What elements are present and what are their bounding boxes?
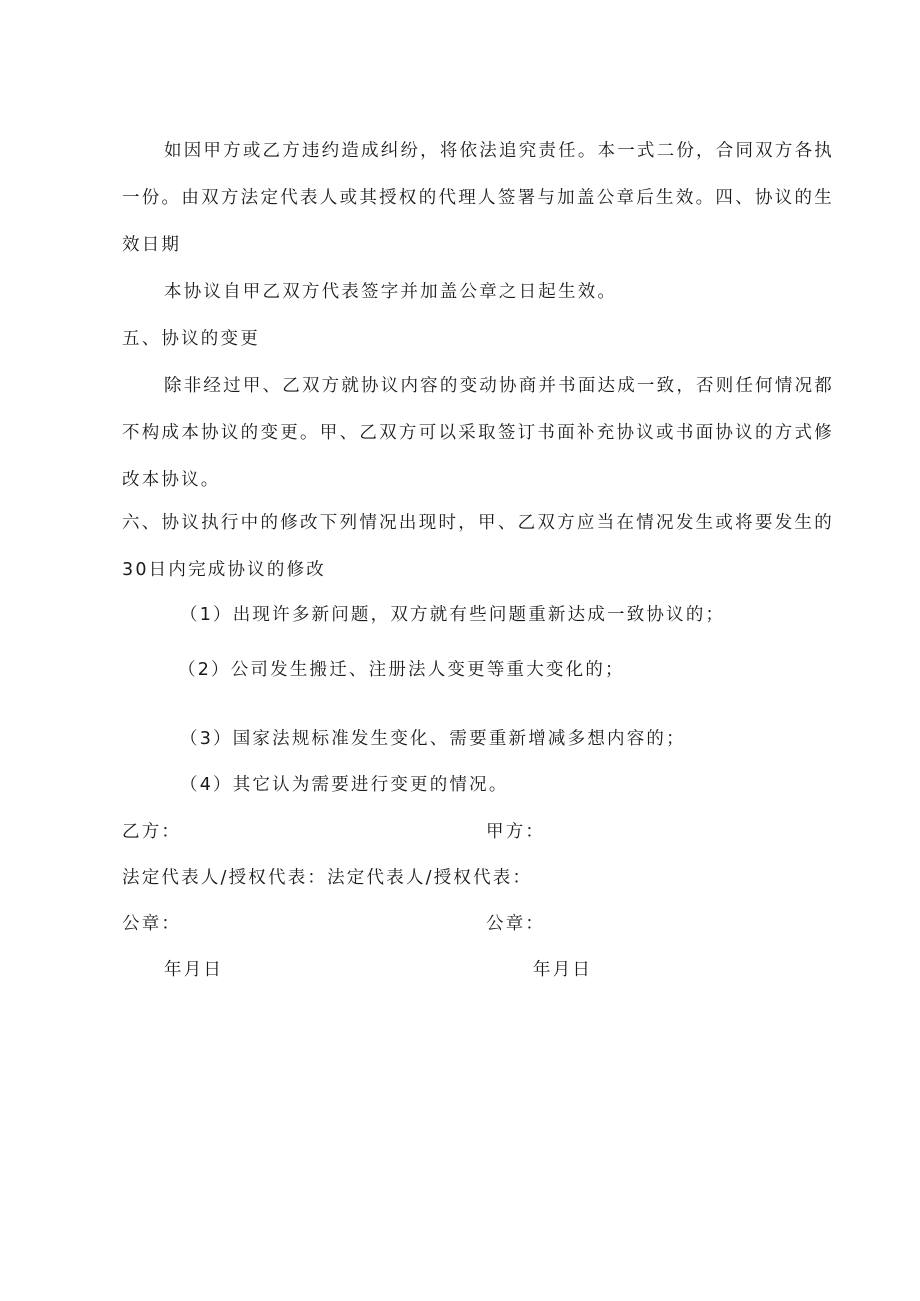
paragraph-modification-conditions: 六、协议执行中的修改下列情况出现时，甲、乙双方应当在情况发生或将要发生的30日内完成协议的修改: [122, 513, 834, 580]
paragraph-agreement-change: 除非经过甲、乙双方就协议内容的变动协商并书面达成一致，否则任何情况都不构成本协议的变更。甲、乙双方可以采取签订书面补充协议或书面协议的方式修改本协议。: [122, 376, 834, 490]
list-item: （3）国家法规标准发生变化、需要重新增减多想内容的；: [180, 729, 686, 749]
party-b-label: 乙方：: [122, 822, 182, 842]
date-label-right: 年月日: [533, 960, 593, 980]
heading-agreement-change: 五、协议的变更: [122, 329, 260, 349]
representative-label: 法定代表人/授权代表：法定代表人/授权代表：: [122, 868, 533, 888]
date-label-left: 年月日: [164, 960, 224, 980]
list-item: （1）出现许多新问题，双方就有些问题重新达成一致协议的；: [180, 605, 726, 625]
list-item: （4）其它认为需要进行变更的情况。: [180, 775, 509, 795]
party-a-label: 甲方：: [486, 822, 546, 842]
paragraph-breach-liability: 如因甲方或乙方违约造成纠纷，将依法追究责任。本一式二份，合同双方各执一份。由双方法定代表人或其授权的代理人签署与加盖公章后生效。四、协议的生效日期: [122, 141, 834, 255]
seal-label-left: 公章：: [122, 914, 182, 934]
list-item: （2）公司发生搬迁、注册法人变更等重大变化的；: [178, 660, 625, 680]
seal-label-right: 公章：: [486, 914, 546, 934]
paragraph-effective-date: 本协议自甲乙双方代表签字并加盖公章之日起生效。: [164, 282, 618, 302]
